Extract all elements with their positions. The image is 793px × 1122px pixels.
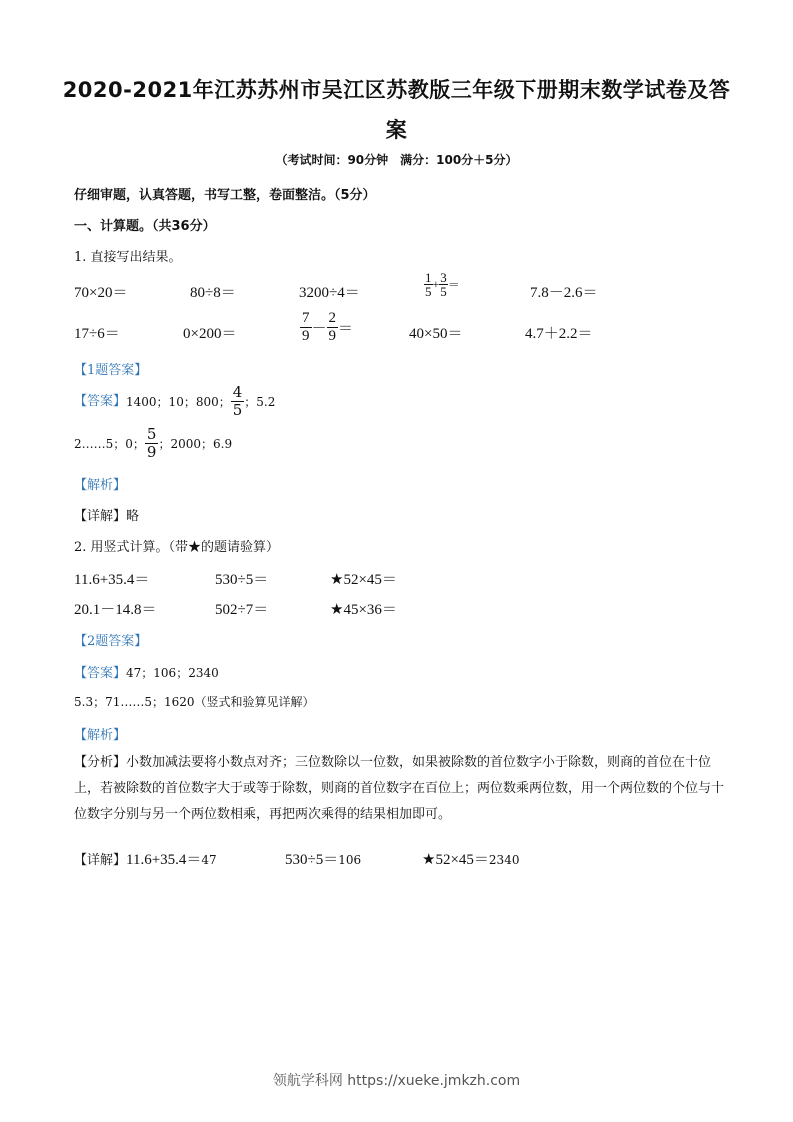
detail-ans-b: 106 — [338, 853, 362, 867]
q2-r1-b: 530÷5＝ — [215, 572, 269, 588]
q1-r1-b: 80÷8＝ — [190, 285, 236, 301]
q2-detail-c — [422, 848, 519, 869]
q1-r2-a: 17÷6＝ — [74, 326, 120, 342]
fraction — [439, 271, 448, 298]
answer-text: ；5.2 — [244, 395, 276, 409]
q2-analysis-paragraph — [74, 750, 724, 828]
numerator: 1 — [425, 270, 432, 285]
numerator: 3 — [440, 270, 447, 285]
fraction — [231, 384, 245, 419]
q1-r1-e: 7.8－2.6＝ — [530, 285, 598, 301]
q2-r2-b: 502÷7＝ — [215, 602, 269, 618]
q1-r2-c — [300, 310, 353, 345]
instruction: 仔细审题，认真答题，书写工整，卷面整洁。（5分） — [74, 188, 376, 203]
q1-analysis-tag: 【解析】 — [74, 478, 127, 493]
page-title: 2020-2021年江苏苏州市吴江区苏教版三年级下册期末数学试卷及答案 — [62, 78, 731, 142]
q1-detail — [74, 505, 139, 524]
detail-ans-a: 47 — [201, 853, 217, 867]
operator: － — [311, 321, 327, 337]
answer-text: 1400；10；800； — [126, 395, 231, 409]
fenxi-text: 小数加减法要将小数点对齐；三位数除以一位数，如果被除数的首位数字小于除数，则商的首位在十位上，若被除数的首位数字大于或等于除数，则商的首位数字在百位上；两位数乘两位数，用一个两位数的个位与十位数字分别与另一个两位数相乘，再把两次乘得的结果相加即可。 — [74, 755, 725, 822]
numerator: 7 — [302, 310, 310, 326]
denominator: 5 — [440, 284, 447, 299]
q2-prompt: 2. 用竖式计算。（带★的题请验算） — [74, 540, 280, 555]
answer-text: ；2000；6.9 — [158, 437, 233, 451]
denominator: 9 — [302, 328, 310, 344]
detail-expr-c: ★52×45＝ — [422, 852, 489, 868]
section-heading: 一、计算题。（共36分） — [74, 219, 216, 234]
denominator: 5 — [425, 284, 432, 299]
detail-text: 略 — [126, 509, 140, 524]
fraction — [327, 310, 339, 345]
denominator: 9 — [146, 443, 157, 461]
answer-text: 2……5；0； — [74, 437, 145, 451]
q1-r1-a: 70×20＝ — [74, 285, 128, 301]
numerator: 4 — [232, 383, 243, 401]
q2-r2-c: ★45×36＝ — [330, 602, 397, 618]
denominator: 5 — [232, 401, 243, 419]
q2-detail-b — [285, 848, 361, 869]
answer-label: 【答案】 — [74, 666, 127, 681]
q1-r2-b: 0×200＝ — [183, 326, 237, 342]
q2-answer-line1 — [74, 662, 219, 681]
fraction — [145, 426, 159, 461]
detail-expr-a: 11.6+35.4＝ — [126, 852, 202, 868]
q1-r1-c: 3200÷4＝ — [299, 285, 360, 301]
q2-answer-tag: 【2题答案】 — [74, 634, 148, 649]
answer-text: 47；106；2340 — [126, 666, 219, 680]
answer-label: 【答案】 — [74, 394, 127, 409]
q2-r2-a: 20.1－14.8＝ — [74, 602, 157, 618]
fenxi-label: 【分析】 — [74, 755, 127, 770]
detail-ans-c: 2340 — [488, 853, 520, 867]
q2-r1-a: 11.6+35.4＝ — [74, 572, 150, 588]
q1-answer-line1 — [74, 384, 275, 419]
detail-label: 【详解】 — [74, 509, 127, 524]
detail-label: 【详解】 — [74, 853, 127, 868]
q1-r1-d — [424, 271, 460, 298]
equals-sign: ＝ — [338, 321, 354, 337]
footer-watermark: 领航学科网 https://xueke.jmkzh.com — [272, 1073, 521, 1089]
denominator: 9 — [328, 328, 337, 344]
q1-r2-e: 4.7＋2.2＝ — [525, 326, 593, 342]
fraction — [424, 271, 433, 298]
q1-answer-tag: 【1题答案】 — [74, 363, 148, 378]
numerator: 5 — [146, 425, 157, 443]
numerator: 2 — [328, 310, 337, 326]
fraction — [300, 310, 312, 345]
q2-analysis-tag: 【解析】 — [74, 728, 127, 743]
operator: + — [432, 277, 440, 291]
q2-answer-line2: 5.3；71……5；1620（竖式和验算见详解） — [74, 695, 315, 709]
q2-detail — [74, 848, 217, 869]
q2-r1-c: ★52×45＝ — [330, 572, 397, 588]
q1-r2-d: 40×50＝ — [409, 326, 463, 342]
equals-sign: ＝ — [447, 278, 460, 292]
q1-prompt: 1. 直接写出结果。 — [74, 250, 182, 265]
q1-answer-line2 — [74, 426, 232, 461]
exam-subtitle: （考试时间：90分钟 满分：100分＋5分） — [275, 153, 518, 167]
detail-expr-b: 530÷5＝ — [285, 852, 339, 868]
